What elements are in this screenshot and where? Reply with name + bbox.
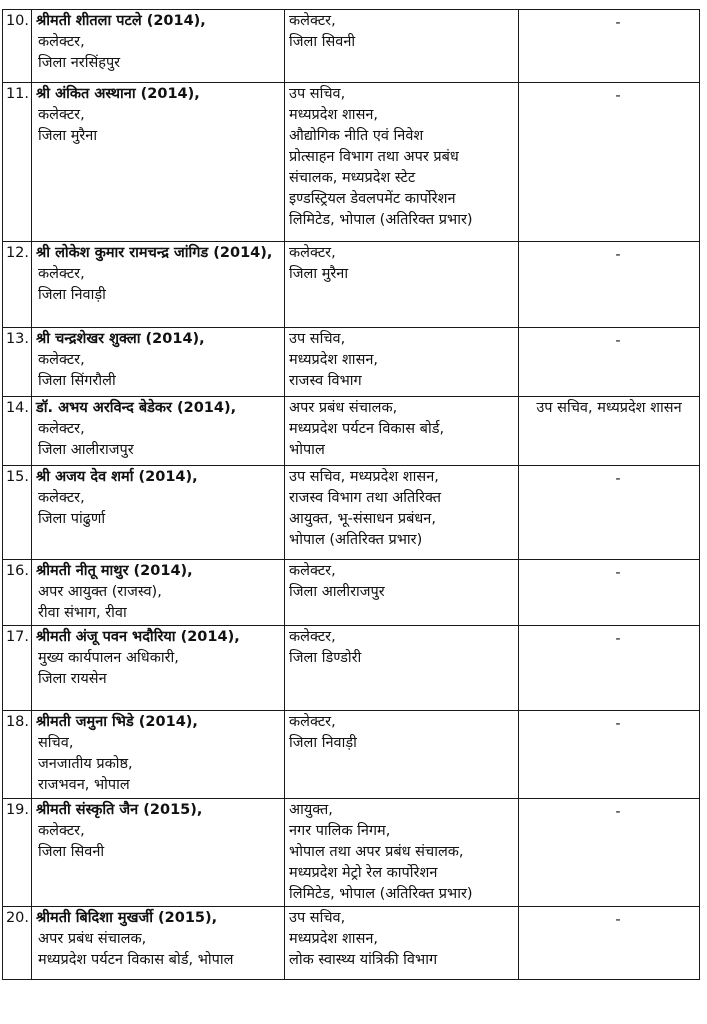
new-posting-cell bbox=[285, 328, 519, 397]
table-row bbox=[3, 626, 700, 711]
table-row bbox=[3, 560, 700, 626]
additional-charge: - bbox=[615, 912, 621, 928]
officer-cell bbox=[32, 799, 285, 907]
officer-cell bbox=[32, 626, 285, 711]
officer-name: श्री अजय देव शर्मा (2014), bbox=[36, 469, 198, 485]
serial-number: 15. bbox=[3, 466, 32, 560]
officer-name: श्री चन्द्रशेखर शुक्ला (2014), bbox=[36, 331, 205, 347]
new-posting-line: जिला मुरैना bbox=[289, 266, 349, 282]
new-posting-line: कलेक्टर, bbox=[289, 629, 336, 645]
new-posting-line: लिमिटेड, भोपाल (अतिरिक्त प्रभार) bbox=[289, 886, 473, 902]
officer-cell bbox=[32, 242, 285, 328]
new-posting-cell bbox=[285, 10, 519, 83]
serial-number: 16. bbox=[3, 560, 32, 626]
additional-charge-cell bbox=[519, 626, 700, 711]
officer-cell bbox=[32, 83, 285, 242]
current-posting-line: जिला निवाड़ी bbox=[38, 287, 106, 303]
new-posting-line: इण्डस्ट्रियल डेवलपमेंट कार्पोरेशन bbox=[289, 191, 456, 207]
additional-charge: - bbox=[615, 247, 621, 263]
new-posting-line: राजस्व विभाग bbox=[289, 373, 362, 389]
current-posting-line: जिला सिंगरौली bbox=[38, 373, 116, 389]
officer-cell bbox=[32, 466, 285, 560]
officer-name: डॉ. अभय अरविन्द बेडेकर (2014), bbox=[36, 400, 237, 416]
transfer-orders-table bbox=[2, 9, 700, 980]
officer-cell bbox=[32, 328, 285, 397]
new-posting-cell bbox=[285, 83, 519, 242]
additional-charge: - bbox=[615, 88, 621, 104]
officer-cell bbox=[32, 560, 285, 626]
additional-charge-cell bbox=[519, 397, 700, 466]
new-posting-line: जिला सिवनी bbox=[289, 34, 356, 50]
current-posting-line: जिला नरसिंहपुर bbox=[38, 55, 121, 71]
table-row bbox=[3, 10, 700, 83]
serial-number: 13. bbox=[3, 328, 32, 397]
current-posting-line: जिला पांढुर्णा bbox=[38, 511, 106, 527]
new-posting-line: प्रोत्साहन विभाग तथा अपर प्रबंध bbox=[289, 149, 459, 165]
new-posting-cell bbox=[285, 466, 519, 560]
serial-number: 20. bbox=[3, 907, 32, 980]
additional-charge-cell bbox=[519, 907, 700, 980]
serial-number: 11. bbox=[3, 83, 32, 242]
new-posting-cell bbox=[285, 907, 519, 980]
additional-charge-cell bbox=[519, 466, 700, 560]
additional-charge: - bbox=[615, 471, 621, 487]
current-posting-line: अपर आयुक्त (राजस्व), bbox=[38, 584, 162, 600]
new-posting-line: कलेक्टर, bbox=[289, 714, 336, 730]
serial-number: 12. bbox=[3, 242, 32, 328]
new-posting-line: जिला डिण्डोरी bbox=[289, 650, 362, 666]
officer-cell bbox=[32, 907, 285, 980]
table-row bbox=[3, 242, 700, 328]
officer-cell bbox=[32, 711, 285, 799]
current-posting-line: जिला रायसेन bbox=[38, 671, 107, 687]
officer-name: श्रीमती नीतू माथुर (2014), bbox=[36, 563, 193, 579]
new-posting-line: उप सचिव, bbox=[289, 910, 346, 926]
additional-charge-cell bbox=[519, 328, 700, 397]
new-posting-line: लिमिटेड, भोपाल (अतिरिक्त प्रभार) bbox=[289, 212, 473, 228]
new-posting-line: कलेक्टर, bbox=[289, 245, 336, 261]
new-posting-line: जिला आलीराजपुर bbox=[289, 584, 385, 600]
new-posting-line: भोपाल (अतिरिक्त प्रभार) bbox=[289, 532, 423, 548]
additional-charge: - bbox=[615, 631, 621, 647]
table-row bbox=[3, 907, 700, 980]
new-posting-cell bbox=[285, 242, 519, 328]
new-posting-line: उप सचिव, bbox=[289, 86, 346, 102]
current-posting-line: मध्यप्रदेश पर्यटन विकास बोर्ड, भोपाल bbox=[38, 952, 234, 968]
new-posting-line: कलेक्टर, bbox=[289, 563, 336, 579]
new-posting-line: कलेक्टर, bbox=[289, 13, 336, 29]
additional-charge: - bbox=[615, 333, 621, 349]
new-posting-cell bbox=[285, 711, 519, 799]
current-posting-line: कलेक्टर, bbox=[38, 823, 85, 839]
current-posting-line: कलेक्टर, bbox=[38, 421, 85, 437]
officer-name: श्रीमती अंजू पवन भदौरिया (2014), bbox=[36, 629, 240, 645]
current-posting-line: कलेक्टर, bbox=[38, 266, 85, 282]
officer-name: श्री लोकेश कुमार रामचन्द्र जांगिड (2014), bbox=[36, 245, 273, 261]
serial-number: 17. bbox=[3, 626, 32, 711]
officer-name: श्रीमती संस्कृति जैन (2015), bbox=[36, 802, 203, 818]
officer-cell bbox=[32, 10, 285, 83]
new-posting-line: उप सचिव, bbox=[289, 331, 346, 347]
new-posting-line: मध्यप्रदेश शासन, bbox=[289, 352, 379, 368]
new-posting-cell bbox=[285, 560, 519, 626]
new-posting-line: जिला निवाड़ी bbox=[289, 735, 357, 751]
current-posting-line: मुख्य कार्यपालन अधिकारी, bbox=[38, 650, 179, 666]
additional-charge: - bbox=[615, 565, 621, 581]
table-row bbox=[3, 397, 700, 466]
additional-charge: उप सचिव, मध्यप्रदेश शासन bbox=[536, 400, 682, 416]
table-row bbox=[3, 711, 700, 799]
current-posting-line: जनजातीय प्रकोष्ठ, bbox=[38, 756, 133, 772]
table-row bbox=[3, 328, 700, 397]
current-posting-line: रीवा संभाग, रीवा bbox=[38, 605, 127, 621]
additional-charge: - bbox=[615, 15, 621, 31]
officer-name: श्रीमती शीतला पटले (2014), bbox=[36, 13, 206, 29]
new-posting-line: भोपाल तथा अपर प्रबंध संचालक, bbox=[289, 844, 464, 860]
officer-name: श्रीमती जमुना भिडे (2014), bbox=[36, 714, 198, 730]
current-posting-line: राजभवन, भोपाल bbox=[38, 777, 130, 793]
new-posting-cell bbox=[285, 626, 519, 711]
current-posting-line: सचिव, bbox=[38, 735, 74, 751]
serial-number: 14. bbox=[3, 397, 32, 466]
new-posting-cell bbox=[285, 397, 519, 466]
new-posting-line: संचालक, मध्यप्रदेश स्टेट bbox=[289, 170, 416, 186]
serial-number: 10. bbox=[3, 10, 32, 83]
new-posting-line: उप सचिव, मध्यप्रदेश शासन, bbox=[289, 469, 439, 485]
table-row bbox=[3, 466, 700, 560]
new-posting-line: मध्यप्रदेश मेट्रो रेल कार्पोरेशन bbox=[289, 865, 438, 881]
new-posting-line: आयुक्त, bbox=[289, 802, 333, 818]
current-posting-line: जिला मुरैना bbox=[38, 128, 98, 144]
additional-charge-cell bbox=[519, 10, 700, 83]
additional-charge-cell bbox=[519, 560, 700, 626]
new-posting-line: राजस्व विभाग तथा अतिरिक्त bbox=[289, 490, 442, 506]
current-posting-line: कलेक्टर, bbox=[38, 490, 85, 506]
additional-charge-cell bbox=[519, 799, 700, 907]
current-posting-line: जिला सिवनी bbox=[38, 844, 105, 860]
serial-number: 19. bbox=[3, 799, 32, 907]
current-posting-line: कलेक्टर, bbox=[38, 34, 85, 50]
new-posting-line: लोक स्वास्थ्य यांत्रिकी विभाग bbox=[289, 952, 438, 968]
new-posting-line: आयुक्त, भू-संसाधन प्रबंधन, bbox=[289, 511, 436, 527]
officer-cell bbox=[32, 397, 285, 466]
serial-number: 18. bbox=[3, 711, 32, 799]
table-row bbox=[3, 799, 700, 907]
additional-charge: - bbox=[615, 716, 621, 732]
new-posting-line: मध्यप्रदेश शासन, bbox=[289, 931, 379, 947]
new-posting-line: मध्यप्रदेश पर्यटन विकास बोर्ड, bbox=[289, 421, 445, 437]
new-posting-line: औद्योगिक नीति एवं निवेश bbox=[289, 128, 424, 144]
table-body bbox=[3, 10, 700, 980]
new-posting-cell bbox=[285, 799, 519, 907]
officer-name: श्री अंकित अस्थाना (2014), bbox=[36, 86, 200, 102]
table-row bbox=[3, 83, 700, 242]
new-posting-line: अपर प्रबंध संचालक, bbox=[289, 400, 398, 416]
additional-charge-cell bbox=[519, 83, 700, 242]
officer-name: श्रीमती बिदिशा मुखर्जी (2015), bbox=[36, 910, 218, 926]
additional-charge-cell bbox=[519, 242, 700, 328]
additional-charge-cell bbox=[519, 711, 700, 799]
current-posting-line: कलेक्टर, bbox=[38, 107, 85, 123]
current-posting-line: जिला आलीराजपुर bbox=[38, 442, 134, 458]
new-posting-line: नगर पालिक निगम, bbox=[289, 823, 391, 839]
current-posting-line: अपर प्रबंध संचालक, bbox=[38, 931, 147, 947]
current-posting-line: कलेक्टर, bbox=[38, 352, 85, 368]
new-posting-line: मध्यप्रदेश शासन, bbox=[289, 107, 379, 123]
new-posting-line: भोपाल bbox=[289, 442, 325, 458]
additional-charge: - bbox=[615, 804, 621, 820]
